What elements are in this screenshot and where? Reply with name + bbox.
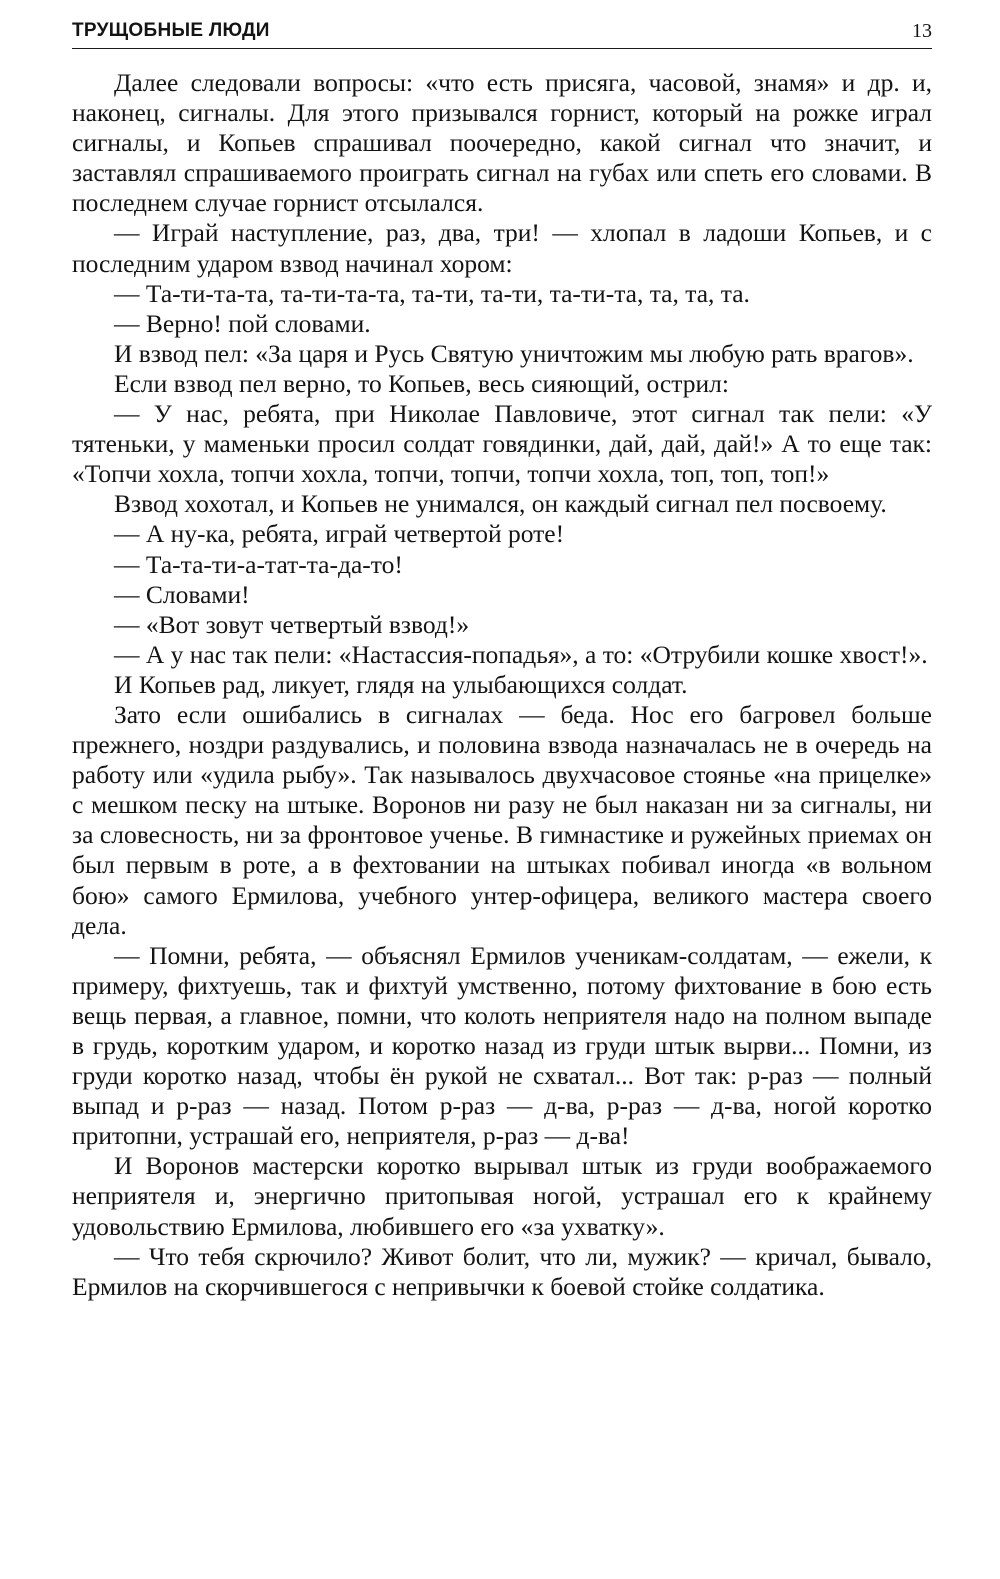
paragraph: И взвод пел: «За царя и Русь Святую уничтожим мы любую рать врагов». [114, 338, 914, 368]
paragraph: — Та-та-ти-а-тат-та-да-то! [114, 549, 403, 579]
paragraph: Взвод хохотал, и Копьев не унимался, он каждый сигнал пел посвоему. [114, 489, 887, 519]
paragraph: — Верно! пой словами. [114, 308, 371, 338]
paragraph: Зато если ошибались в сигналах — беда. Нос его багровел больше прежнего, ноздри раздувались, и половина взвода назначалась не в очередь на работу или «удила рыбу». Так называлось двухчасовое стоянье «на прицелке» с мешком песку на штыке. Воронов ни разу не был наказан ни за сигналы, ни за словесность, ни за фронтовое ученье. В гимнастике и ружейных приемах он был первым в роте, а в фехтовании на штыках побивал иногда «в вольном бою» самого Ермилова, учебного унтер-офицера, великого мастера своего дела. [72, 699, 932, 940]
page-number: 13 [912, 20, 932, 42]
paragraph: — А у нас так пели: «Настассия-попадья», а то: «Отрубили кошке хвост!». [114, 639, 928, 669]
running-title: ТРУЩОБНЫЕ ЛЮДИ [72, 20, 270, 41]
paragraph: — А ну-ка, ребята, играй четвертой роте! [114, 519, 565, 549]
paragraph: — У нас, ребята, при Николае Павловиче, этот сигнал так пели: «У тятеньки, у маменьки просил солдат говядинки, дай, дай, дай!» А то еще так: «Топчи хохла, топчи хохла, топчи, топчи, топчи хохла, топ, топ, топ!» [72, 399, 932, 489]
paragraph: И Копьев рад, ликует, глядя на улыбающихся солдат. [114, 669, 688, 699]
paragraph: — Та-ти-та-та, та-ти-та-та, та-ти, та-ти, та-ти-та, та, та, та. [114, 278, 750, 308]
paragraph: — «Вот зовут четвертый взвод!» [114, 609, 470, 639]
paragraph: — Играй наступление, раз, два, три! — хлопал в ладоши Копьев, и с последним ударом взвод начинал хором: [72, 218, 932, 278]
paragraph: Если взвод пел верно, то Копьев, весь сияющий, острил: [114, 368, 729, 398]
running-header [72, 18, 932, 49]
paragraph: И Воронов мастерски коротко вырывал штык из груди воображаемого неприятеля и, энергично притопывая ногой, устрашал его к крайнему удовольствию Ермилова, любившего его «за ухватку». [72, 1151, 932, 1241]
paragraph: Далее следовали вопросы: «что есть присяга, часовой, знамя» и др. и, наконец, сигналы. Для этого призывался горнист, который на рожке играл сигналы, и Копьев спрашивал поочередно, какой сигнал что значит, и заставлял спрашиваемого проиграть сигнал на губах или спеть его словами. В последнем случае горнист отсылался. [72, 68, 932, 218]
paragraph: — Что тебя скрючило? Живот болит, что ли, мужик? — кричал, бывало, Ермилов на скорчившегося с непривычки к боевой стойке солдатика. [72, 1241, 932, 1301]
body-text [72, 68, 932, 1302]
paragraph: — Помни, ребята, — объяснял Ермилов ученикам-солдатам, — ежели, к примеру, фихтуешь, так и фихтуй умственно, потому фихтование в бою есть вещь первая, а главное, помни, что колоть неприятеля надо на полном выпаде в грудь, коротким ударом, и коротко назад из груди штык вырви... Помни, из груди коротко назад, чтобы ён рукой не схватал... Вот так: р-раз — полный выпад и р-раз — назад. Потом р-раз — д-ва, р-раз — д-ва, ногой коротко притопни, устрашай его, неприятеля, р-раз — д-ва! [72, 940, 932, 1151]
paragraph: — Словами! [114, 579, 250, 609]
